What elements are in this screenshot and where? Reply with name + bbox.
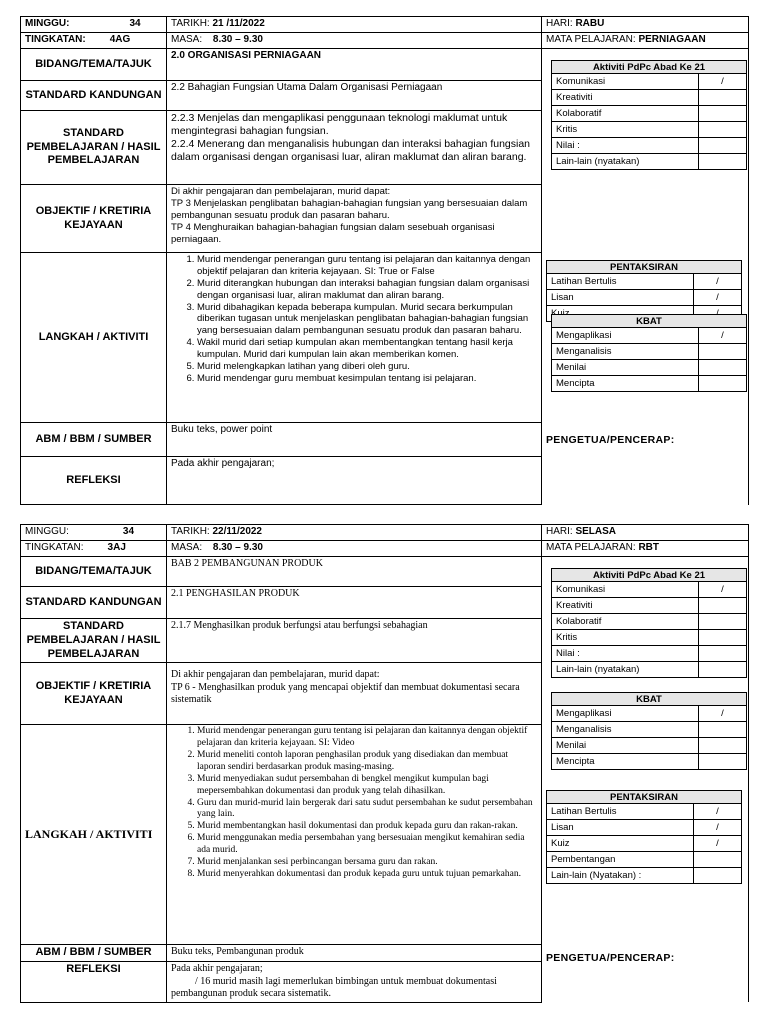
pentaksiran-check-cell: [694, 852, 742, 868]
kbat-check-cell: [699, 754, 747, 770]
langkah-label: LANGKAH / AKTIVITI: [21, 253, 167, 423]
pentaksiran-item-label: Lain-lain (Nyatakan) :: [547, 868, 694, 884]
standard-pembelajaran-value: [167, 111, 542, 185]
pentaksiran-check-cell: [694, 868, 742, 884]
pentaksiran-item-label: Kuiz: [547, 836, 694, 852]
abad-row: [552, 662, 747, 678]
pentaksiran-row: [547, 820, 742, 836]
pentaksiran-row: [547, 836, 742, 852]
mata-pelajaran-cell: MATA PELAJARAN: PERNIAGAAN: [542, 33, 749, 49]
refleksi-line-2: / 16 murid masih lagi memerlukan bimbingan untuk membuat dokumentasi pembangunan produk secara sistematik.: [171, 975, 497, 999]
pentaksiran-check-cell: /: [694, 804, 742, 820]
abad-row: [552, 122, 747, 138]
sp-item-2: 2.2.4 Menerang dan menganalisis hubungan dan interaksi bahagian fungsian dalam organisasi dengan organisasi luar, aliran maklumat dan aliran barang.: [171, 138, 531, 164]
refleksi-label: REFLEKSI: [21, 962, 167, 1003]
pentaksiran-title: PENTAKSIRAN: [547, 261, 742, 274]
objektif-intro: Di akhir pengajaran dan pembelajaran, murid dapat:: [171, 186, 391, 197]
lesson-plan-sheet-2: [20, 524, 748, 1003]
standard-kandungan-value: 2.1 PENGHASILAN PRODUK: [167, 587, 542, 619]
standard-kandungan-label: STANDARD KANDUNGAN: [21, 81, 167, 111]
step-item: 6. Murid menggunakan media persembahan yang bersesuaian mengikut kemahiran sedia ada murid.: [197, 833, 537, 857]
masa-cell: MASA: 8.30 – 9.30: [167, 33, 542, 49]
abad-row: [552, 614, 747, 630]
step-item: 3. Murid menyediakan sudut persembahan di bengkel mengikut kumpulan bagi mepersembahkan dokumentasi dan produk yang telah dihasilkan.: [197, 774, 537, 798]
abad-row: [552, 630, 747, 646]
abad-item-label: Komunikasi: [552, 74, 699, 90]
kbat-row: [552, 344, 747, 360]
pentaksiran-row: [547, 868, 742, 884]
kbat-check-cell: [699, 360, 747, 376]
abm-label: ABM / BBM / SUMBER: [21, 423, 167, 457]
abm-value: Buku teks, Pembangunan produk: [167, 945, 542, 962]
standard-pembelajaran-value: 2.1.7 Menghasilkan produk berfungsi atau berfungsi sebahagian: [167, 619, 542, 663]
abad-check-cell: /: [699, 74, 747, 90]
pentaksiran-item-label: Latihan Bertulis: [547, 804, 694, 820]
abm-label: ABM / BBM / SUMBER: [21, 945, 167, 962]
pentaksiran-item-label: Lisan: [547, 290, 694, 306]
objektif-label: OBJEKTIF / KRETIRIA KEJAYAAN: [21, 663, 167, 725]
abad-row: [552, 90, 747, 106]
kbat-check-cell: /: [699, 706, 747, 722]
kbat-item-label: Mencipta: [552, 376, 699, 392]
kbat-check-cell: /: [699, 328, 747, 344]
kbat-title: KBAT: [552, 693, 747, 706]
pentaksiran-item-label: Lisan: [547, 820, 694, 836]
masa-cell: MASA: 8.30 – 9.30: [167, 541, 542, 557]
abad-check-cell: [699, 614, 747, 630]
abad-21-title: Aktiviti PdPc Abad Ke 21: [552, 569, 747, 582]
pentaksiran-check-cell: /: [694, 836, 742, 852]
pentaksiran-item-label: Latihan Bertulis: [547, 274, 694, 290]
step-item: 5. Murid membentangkan hasil dokumentasi dan produk kepada guru dan rakan-rakan.: [197, 821, 537, 833]
hari-cell: HARI: RABU: [542, 17, 749, 33]
kbat-item-label: Menilai: [552, 360, 699, 376]
kbat-item-label: Menganalisis: [552, 722, 699, 738]
step-item: 8. Murid menyerahkan dokumentasi dan produk kepada guru untuk tujuan pemarkahan.: [197, 869, 537, 881]
hari-cell: HARI: SELASA: [542, 525, 749, 541]
steps-list: [171, 726, 537, 880]
abad-item-label: Kritis: [552, 122, 699, 138]
abad-check-cell: [699, 598, 747, 614]
pentaksiran-title: PENTAKSIRAN: [547, 791, 742, 804]
pentaksiran-table-1: [546, 260, 742, 322]
abad-check-cell: [699, 630, 747, 646]
kbat-row: [552, 722, 747, 738]
objektif-item-1: TP 3 Menjelaskan penglibatan bahagian-bahagian fungsian yang bersesuaian dalam pembangunan sesuatu produk dan pasaran baharu.: [171, 197, 528, 221]
standard-kandungan-value: 2.2 Bahagian Fungsian Utama Dalam Organisasi Perniagaan: [167, 81, 542, 111]
abad-item-label: Lain-lain (nyatakan): [552, 154, 699, 170]
abad-item-label: Kolaboratif: [552, 106, 699, 122]
kbat-check-cell: [699, 376, 747, 392]
abad-row: [552, 138, 747, 154]
kbat-item-label: Mengaplikasi: [552, 328, 699, 344]
abad-item-label: Kreativiti: [552, 598, 699, 614]
abad-21-title: Aktiviti PdPc Abad Ke 21: [552, 61, 747, 74]
kbat-row: [552, 376, 747, 392]
abad-item-label: Lain-lain (nyatakan): [552, 662, 699, 678]
langkah-label: LANGKAH / AKTIVITI: [21, 725, 167, 945]
refleksi-value: [167, 962, 542, 1003]
abad-item-label: Nilai :: [552, 646, 699, 662]
mata-pelajaran-cell: MATA PELAJARAN: RBT: [542, 541, 749, 557]
step-item: 4. Wakil murid dari setiap kumpulan akan membentangkan tentang hasil kerja kumpulan. Murid dari kumpulan lain akan memberikan komen.: [197, 337, 537, 361]
tingkatan-cell: TINGKATAN: 3AJ: [21, 541, 167, 557]
pentaksiran-row: [547, 804, 742, 820]
minggu-cell: MINGGU: 34: [21, 17, 167, 33]
step-item: 1. Murid mendengar penerangan guru tentang isi pelajaran dan kaitannya dengan objektif pelajaran dan kriteria kejayaan. SI: True or False: [197, 254, 537, 278]
langkah-value: [167, 253, 542, 423]
kbat-check-cell: [699, 722, 747, 738]
pentaksiran-check-cell: /: [694, 290, 742, 306]
objektif-value: [167, 185, 542, 253]
abad-row: [552, 106, 747, 122]
kbat-check-cell: [699, 738, 747, 754]
kbat-table-2: [551, 692, 747, 770]
abad-check-cell: [699, 106, 747, 122]
kbat-row: [552, 706, 747, 722]
kbat-row: [552, 328, 747, 344]
step-item: 6. Murid mendengar guru membuat kesimpulan tentang isi pelajaran.: [197, 373, 537, 385]
kbat-item-label: Mengaplikasi: [552, 706, 699, 722]
kbat-row: [552, 738, 747, 754]
refleksi-label: REFLEKSI: [21, 457, 167, 505]
objektif-label: OBJEKTIF / KRETIRIA KEJAYAAN: [21, 185, 167, 253]
abad-check-cell: [699, 122, 747, 138]
step-item: 1. Murid mendengar penerangan guru tentang isi pelajaran dan kaitannya dengan objektif pelajaran dan kriteria kejayaan. SI: Video: [197, 726, 537, 750]
pentaksiran-table-2: [546, 790, 742, 884]
step-item: 4. Guru dan murid-murid lain bergerak dari satu sudut persembahan ke sudut persembahan yang lain.: [197, 798, 537, 822]
abad-check-cell: [699, 138, 747, 154]
abad-check-cell: [699, 90, 747, 106]
abad-21-table-2: [551, 568, 747, 678]
kbat-item-label: Menganalisis: [552, 344, 699, 360]
kbat-check-cell: [699, 344, 747, 360]
tarikh-cell: TARIKH: 21 /11/2022: [167, 17, 542, 33]
abad-item-label: Komunikasi: [552, 582, 699, 598]
pengetua-label: PENGETUA/PENCERAP:: [546, 434, 675, 446]
standard-pembelajaran-label: STANDARD PEMBELAJARAN / HASIL PEMBELAJARAN: [21, 619, 167, 663]
refleksi-line-1: Pada akhir pengajaran;: [171, 963, 263, 974]
tingkatan-cell: TINGKATAN: 4AG: [21, 33, 167, 49]
pentaksiran-row: [547, 852, 742, 868]
abad-item-label: Kritis: [552, 630, 699, 646]
abad-row: [552, 598, 747, 614]
lesson-plan-sheet-1: [20, 16, 748, 505]
bidang-label: BIDANG/TEMA/TAJUK: [21, 49, 167, 81]
bidang-value: BAB 2 PEMBANGUNAN PRODUK: [167, 557, 542, 587]
pentaksiran-row: [547, 290, 742, 306]
kbat-item-label: Menilai: [552, 738, 699, 754]
standard-pembelajaran-label: STANDARD PEMBELAJARAN / HASIL PEMBELAJARAN: [21, 111, 167, 185]
abad-row: [552, 646, 747, 662]
objektif-value: [167, 663, 542, 725]
sp-item-1: 2.2.3 Menjelas dan mengaplikasi penggunaan teknologi maklumat untuk mengintegrasi bahagian fungsian.: [171, 112, 508, 138]
bidang-label: BIDANG/TEMA/TAJUK: [21, 557, 167, 587]
refleksi-value: Pada akhir pengajaran;: [167, 457, 542, 505]
objektif-item-1: TP 6 - Menghasilkan produk yang mencapai objektif dan membuat dokumentasi secara sistematik: [171, 681, 520, 706]
pentaksiran-row: [547, 274, 742, 290]
abad-row: [552, 74, 747, 90]
step-item: 3. Murid dibahagikan kepada beberapa kumpulan. Murid secara berkumpulan diberikan tugasan untuk menjelaskan penglibatan bahagian-bahagian fungsian yang bersesuaian dalam pembangunan sesuatu produk dan pasaran baharu.: [197, 302, 537, 338]
abad-row: [552, 582, 747, 598]
step-item: 2. Murid diterangkan hubungan dan interaksi bahagian fungsian dalam organisasi dengan organisasi luar, aliran maklumat dan aliran barang.: [197, 278, 537, 302]
kbat-row: [552, 754, 747, 770]
abm-value: Buku teks, power point: [167, 423, 542, 457]
abad-item-label: Kreativiti: [552, 90, 699, 106]
abad-check-cell: [699, 646, 747, 662]
steps-list: [171, 254, 537, 385]
langkah-value: [167, 725, 542, 945]
kbat-title: KBAT: [552, 315, 747, 328]
abad-21-table-1: [551, 60, 747, 170]
abad-check-cell: [699, 154, 747, 170]
objektif-item-2: TP 4 Menghuraikan bahagian-bahagian fungsian dalam sesebuah organisasi perniagaan.: [171, 221, 495, 245]
minggu-cell: MINGGU: 34: [21, 525, 167, 541]
abad-check-cell: [699, 662, 747, 678]
abad-row: [552, 154, 747, 170]
bidang-value: 2.0 ORGANISASI PERNIAGAAN: [167, 49, 542, 81]
step-item: 2. Murid meneliti contoh laporan penghasilan produk yang disediakan dan membuat laporan sendiri berdasarkan produk masing-masing.: [197, 750, 537, 774]
abad-item-label: Nilai :: [552, 138, 699, 154]
standard-kandungan-label: STANDARD KANDUNGAN: [21, 587, 167, 619]
pentaksiran-check-cell: /: [694, 274, 742, 290]
abad-item-label: Kolaboratif: [552, 614, 699, 630]
kbat-table-1: [551, 314, 747, 392]
pentaksiran-item-label: Pembentangan: [547, 852, 694, 868]
pengetua-label: PENGETUA/PENCERAP:: [546, 952, 675, 964]
kbat-item-label: Mencipta: [552, 754, 699, 770]
objektif-intro: Di akhir pengajaran dan pembelajaran, murid dapat:: [171, 669, 380, 681]
abad-check-cell: /: [699, 582, 747, 598]
step-item: 7. Murid menjalankan sesi perbincangan bersama guru dan rakan.: [197, 857, 537, 869]
tarikh-cell: TARIKH: 22/11/2022: [167, 525, 542, 541]
kbat-row: [552, 360, 747, 376]
pentaksiran-check-cell: /: [694, 820, 742, 836]
step-item: 5. Murid melengkapkan latihan yang diberi oleh guru.: [197, 361, 537, 373]
